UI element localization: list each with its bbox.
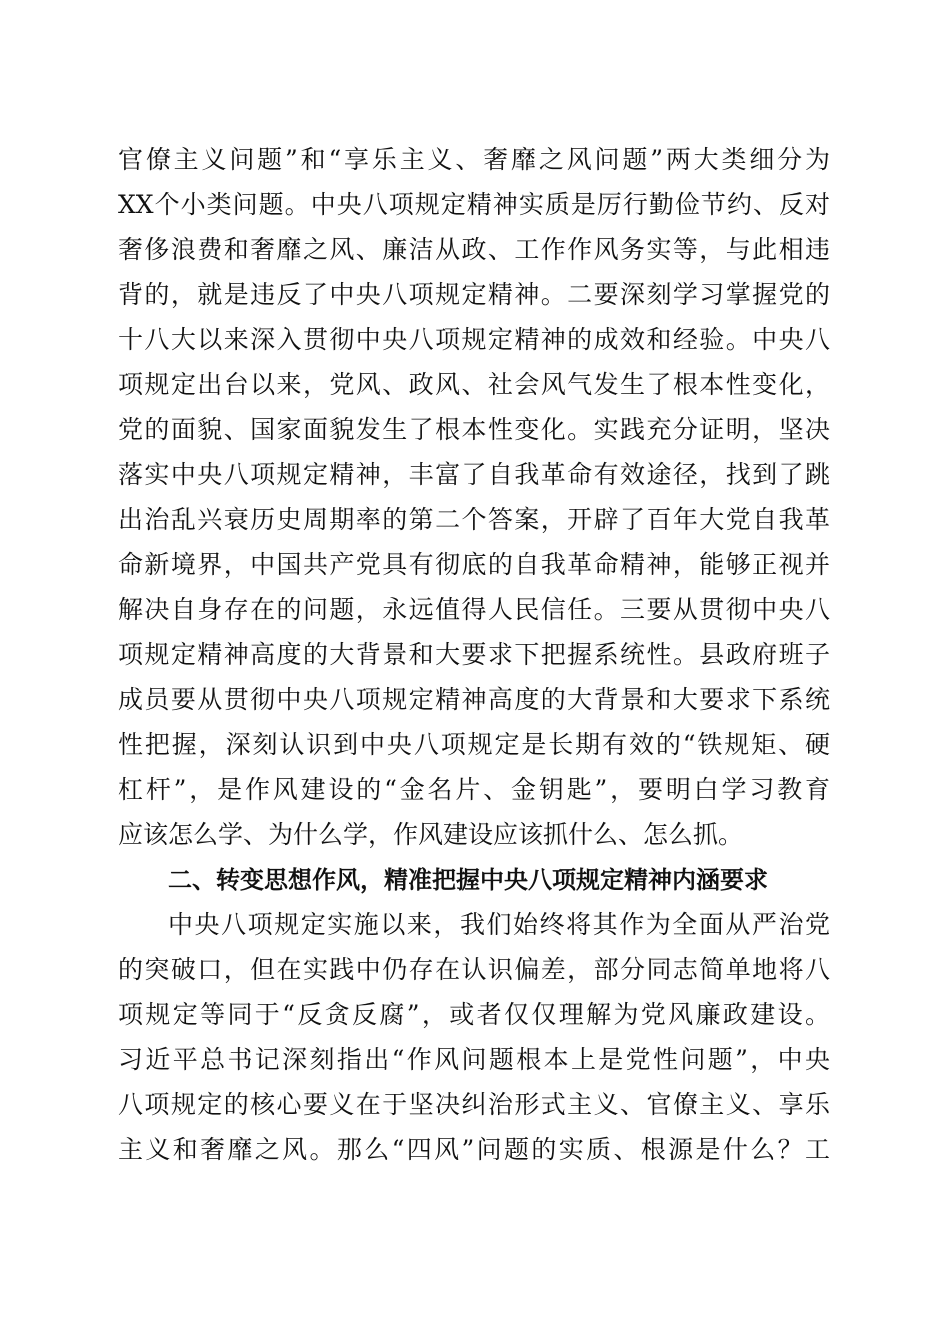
text-line: 成员要从贯彻中央八项规定精神高度的大背景和大要求下系统 (118, 685, 830, 714)
text-line: 主义和奢靡之风。那么“四风”问题的实质、根源是什么？工 (118, 1135, 830, 1164)
text-line: 出治乱兴衰历史周期率的第二个答案，开辟了百年大党自我革 (118, 505, 830, 534)
text-line: 官僚主义问题”和“享乐主义、奢靡之风问题”两大类细分为 (118, 145, 830, 174)
text-line: 命新境界，中国共产党具有彻底的自我革命精神，能够正视并 (118, 550, 830, 579)
text-line: 解决自身存在的问题，永远值得人民信任。三要从贯彻中央八 (118, 595, 830, 624)
text-line: 落实中央八项规定精神，丰富了自我革命有效途径，找到了跳 (118, 460, 830, 489)
text-line: 习近平总书记深刻指出“作风问题根本上是党性问题”，中央 (118, 1045, 830, 1074)
text-line: 中央八项规定实施以来，我们始终将其作为全面从严治党 (168, 910, 830, 939)
text-line: XX个小类问题。中央八项规定精神实质是厉行勤俭节约、反对 (118, 190, 830, 219)
section-heading: 二、转变思想作风，精准把握中央八项规定精神内涵要求 (168, 866, 768, 894)
text-line: 项规定出台以来，党风、政风、社会风气发生了根本性变化， (118, 370, 830, 399)
text-line: 奢侈浪费和奢靡之风、廉洁从政、工作作风务实等，与此相违 (118, 235, 830, 264)
text-line: 项规定等同于“反贪反腐”，或者仅仅理解为党风廉政建设。 (118, 1000, 830, 1029)
text-line: 应该怎么学、为什么学，作风建设应该抓什么、怎么抓。 (118, 820, 744, 849)
text-line: 的突破口，但在实践中仍存在认识偏差，部分同志简单地将八 (118, 955, 830, 984)
text-line: 党的面貌、国家面貌发生了根本性变化。实践充分证明，坚决 (118, 415, 830, 444)
text-line: 项规定精神高度的大背景和大要求下把握系统性。县政府班子 (118, 640, 830, 669)
text-line: 十八大以来深入贯彻中央八项规定精神的成效和经验。中央八 (118, 325, 830, 354)
text-line: 八项规定的核心要义在于坚决纠治形式主义、官僚主义、享乐 (118, 1090, 830, 1119)
text-line: 杠杆”，是作风建设的“金名片、金钥匙”，要明白学习教育 (118, 775, 830, 804)
text-line: 背的，就是违反了中央八项规定精神。二要深刻学习掌握党的 (118, 280, 830, 309)
text-line: 性把握，深刻认识到中央八项规定是长期有效的“铁规矩、硬 (118, 730, 830, 759)
